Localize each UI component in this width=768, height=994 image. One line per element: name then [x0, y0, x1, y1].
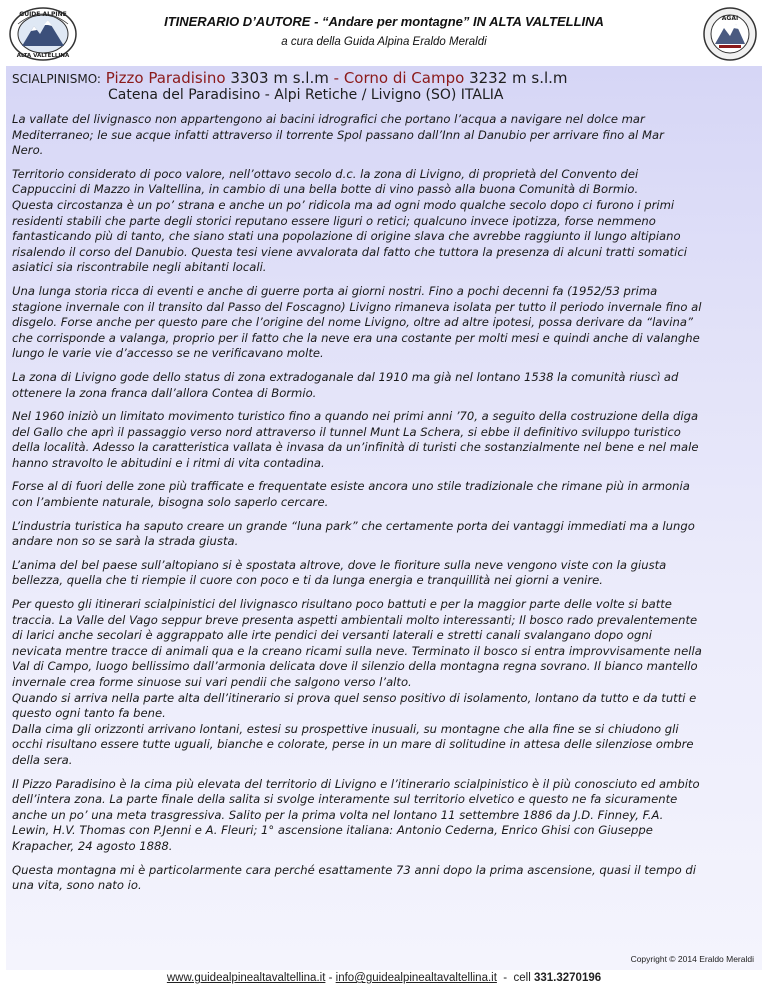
- paragraph-line: stagione invernale con il transito dal Passo del Foscagno) Livigno rimaneva isolata per tutto il periodo invernale fino al: [12, 299, 702, 314]
- paragraph-line: andare non so se sarà la strada giusta.: [12, 534, 239, 549]
- paragraph-line: Forse al di fuori delle zone più trafficate e frequentate esiste ancora uno stile tradizionale che rimane più in armonia: [12, 479, 690, 494]
- paragraph-line: che corrisponde a valanga, proprio per il fatto che la neve era una costante per molti mesi e quindi anche di valanghe: [12, 330, 700, 345]
- altitude-2: 3232 m s.l.m: [469, 69, 568, 87]
- paragraph-line: Territorio considerato di poco valore, nell’ottavo secolo d.c. la zona di Livigno, di proprietà del Convento dei: [12, 166, 639, 181]
- paragraph-line: Mediterraneo; le sue acque infatti attraverso il torrente Spol passano dall’Inn al Danubio per arrivare fino al Mar: [12, 127, 664, 142]
- paragraph-line: Il Pizzo Paradisino è la cima più elevata del territorio di Livigno e l’itinerario scialpinistico è il più conosciuto ed ambito: [12, 776, 700, 791]
- paragraph-line: dell’intera zona. La parte finale della salita si svolge interamente sul territorio elvetico e questo ne fa sicuramente: [12, 792, 678, 807]
- paragraph-line: Nel 1960 iniziò un limitato movimento turistico fino a quando nei primi anni ’70, a seguito della costruzione della diga: [12, 409, 699, 424]
- paragraph-line: Krapacher, 24 agosto 1888.: [12, 838, 173, 853]
- paragraph-line: traccia. La Valle del Vago seppur breve presenta aspetti ambientali molto interessanti; Il bosco rado prevalentemente: [12, 612, 698, 627]
- paragraph-line: ottenere la zona franca dall’allora Contea di Bormio.: [12, 385, 317, 400]
- route-subtitle: Catena del Paradisino - Alpi Retiche / Livigno (SO) ITALIA: [108, 87, 504, 103]
- paragraph-line: Questa circostanza è un po’ strana e anche un po’ ridicola ma ad ogni modo qualche secolo dopo ci furono i primi: [12, 197, 675, 212]
- paragraph-line: lungo le varie vie d’accesso se ne verificavano molte.: [12, 346, 324, 361]
- body-paragraph: [12, 370, 756, 401]
- paragraph-line: bellezza, quella che ti riempie il cuore con poco e ti da lunga energia e tranquillità nei giorni a venire.: [12, 573, 603, 588]
- body-paragraph: [12, 863, 756, 894]
- paragraph-line: La vallate del livignasco non appartengono ai bacini idrografici che portano l’acqua a navigare nel dolce mar: [12, 112, 645, 126]
- paragraph-line: questo ogni tanto fa bene.: [12, 706, 166, 721]
- paragraph-line: asiatici sia riscontrabile negli abitanti locali.: [12, 260, 267, 275]
- peak-name-2: Corno di Campo: [343, 69, 465, 87]
- title-separator: -: [333, 69, 340, 87]
- altitude-1: 3303 m s.l.m: [230, 69, 329, 87]
- paragraph-line: della località. Adesso la caratteristica vallata è invasa da un’infinità di turisti che sostanzialmente nel bene e nel male: [12, 440, 699, 455]
- paragraph-line: anche un po’ una meta trasgressiva. Salito per la prima volta nel lontano 11 settembre 1886 da J.D. Finney, F.A.: [12, 807, 664, 822]
- footer-separator-1: -: [325, 972, 336, 984]
- agai-badge-logo: [702, 6, 758, 62]
- paragraph-line: Val di Campo, luogo bellissimo dall’armonia delicata dove il silenzio della montagna regna sovrano. Il bianco mantello: [12, 659, 698, 674]
- paragraph-line: hanno stravolto le abitudini e i ritmi di vita contadina.: [12, 455, 325, 470]
- body-paragraph: [12, 597, 756, 769]
- website-link[interactable]: www.guidealpinealtavaltellina.it: [166, 972, 326, 984]
- body-paragraph: [12, 167, 756, 276]
- paragraph-line: Cappuccini di Mazzo in Valtellina, in cambio di una bella botte di vino passò alla buona Comunità di Bormio.: [12, 182, 639, 197]
- body-paragraph: [12, 558, 756, 589]
- copyright-notice: Copyright © 2014 Eraldo Meraldi: [630, 954, 754, 964]
- body-paragraph: [12, 112, 756, 159]
- paragraph-line: di larici anche secolari è aggrappato alle irte pendici dei versanti laterali e stretti canali svalangano dopo ogni: [12, 628, 652, 643]
- route-title: [12, 69, 752, 87]
- paragraph-line: invernale crea forme sinuose sui vari pendii che salgono verso l’alto.: [12, 675, 412, 689]
- paragraph-line: Lewin, H.V. Thomas con P.Jenni e A. Fleuri; 1° ascensione italiana: Antonio Cederna, Enrico Ghisi con Giuseppe: [12, 823, 653, 838]
- phone-number: 331.3270196: [533, 972, 602, 984]
- article-body: [12, 112, 756, 902]
- paragraph-line: Nero.: [12, 143, 44, 158]
- header-title: ITINERARIO D’AUTORE - “Andare per montagne” IN ALTA VALTELLINA: [164, 14, 604, 29]
- paragraph-line: Una lunga storia ricca di eventi e anche di guerre porta ai giorni nostri. Fino a pochi decenni fa (1952/53 prima: [12, 283, 658, 298]
- email-link[interactable]: info@guidealpinealtavaltellina.it: [335, 972, 497, 984]
- paragraph-line: Per questo gli itinerari scialpinistici del livignasco risultano poco battuti e per la maggior parte delle volte si batte: [12, 597, 672, 612]
- paragraph-line: disgelo. Forse anche per questo pare che l’origine del nome Livigno, oltre ad altre ipotesi, possa derivare da “lavina”: [12, 315, 693, 330]
- paragraph-line: residenti stabili che parte degli storici reputano essere liguri o retici; qualcuno invece ipotizza, forse nemmeno: [12, 213, 656, 228]
- document-footer: [0, 972, 768, 984]
- paragraph-line: Quando si arriva nella parte alta dell’itinerario si prova quel senso positivo di isolamento, lontano da tutto e da tutti e: [12, 690, 697, 705]
- logo-left-text-top: GUIDE ALPINE: [19, 11, 67, 18]
- paragraph-line: occhi risultano essere tutte uguali, bianche e colorate, perse in un mare di solitudine in attesa delle silenziose ombre: [12, 737, 694, 752]
- paragraph-line: con l’ambiente naturale, bisogna solo saperlo cercare.: [12, 495, 329, 510]
- body-paragraph: [12, 777, 756, 855]
- footer-separator-2: - cell: [496, 972, 534, 984]
- paragraph-line: risalendo il corso del Danubio. Questa tesi viene avvalorata dal fatto che tuttora la presenza di alcuni tratti somatici: [12, 244, 687, 259]
- paragraph-line: della sera.: [12, 752, 73, 767]
- header-subtitle: a cura della Guida Alpina Eraldo Meraldi: [281, 36, 487, 48]
- peak-name-1: Pizzo Paradisino: [105, 69, 226, 87]
- paragraph-line: nevicata mentre tracce di animali qua e la creano ricami sulla neve. Terminato il bosco si entra improvvisamente nella: [12, 643, 702, 658]
- document-header: [0, 0, 768, 64]
- paragraph-line: del Gallo che aprì il passaggio verso nord attraverso il tunnel Munt La Schera, si ebbe il definitivo sviluppo turistico: [12, 424, 681, 439]
- paragraph-line: una vita, sono nato io.: [12, 878, 142, 893]
- body-paragraph: [12, 409, 756, 471]
- body-paragraph: [12, 479, 756, 510]
- paragraph-line: L’industria turistica ha saputo creare un grande “luna park” che certamente porta dei vantaggi immediati ma a lungo: [12, 518, 695, 533]
- content-panel: [6, 66, 762, 970]
- body-paragraph: [12, 519, 756, 550]
- logo-left-text-bottom: ALTA VALTELLINA: [16, 53, 70, 59]
- paragraph-line: L’anima del bel paese sull’altopiano si è spostata altrove, dove le fioriture sulla neve vengono viste con la giusta: [12, 557, 667, 572]
- paragraph-line: fantasticando più di tanto, che siano stati una popolazione di origine slava che avrebbe raggiunto il lungo altipiano: [12, 229, 681, 244]
- paragraph-line: La zona di Livigno gode dello status di zona extradoganale dal 1910 ma già nel lontano 1538 la comunità riuscì ad: [12, 369, 679, 384]
- activity-label: SCIALPINISMO:: [12, 72, 101, 86]
- paragraph-line: Dalla cima gli orizzonti arrivano lontani, estesi su prospettive inusuali, su montagne che alla fine se si chiudono gli: [12, 721, 679, 736]
- body-paragraph: [12, 284, 756, 362]
- logo-right-text: AGAI: [721, 15, 739, 22]
- paragraph-line: Questa montagna mi è particolarmente cara perché esattamente 73 anni dopo la prima ascensione, quasi il tempo di: [12, 862, 696, 877]
